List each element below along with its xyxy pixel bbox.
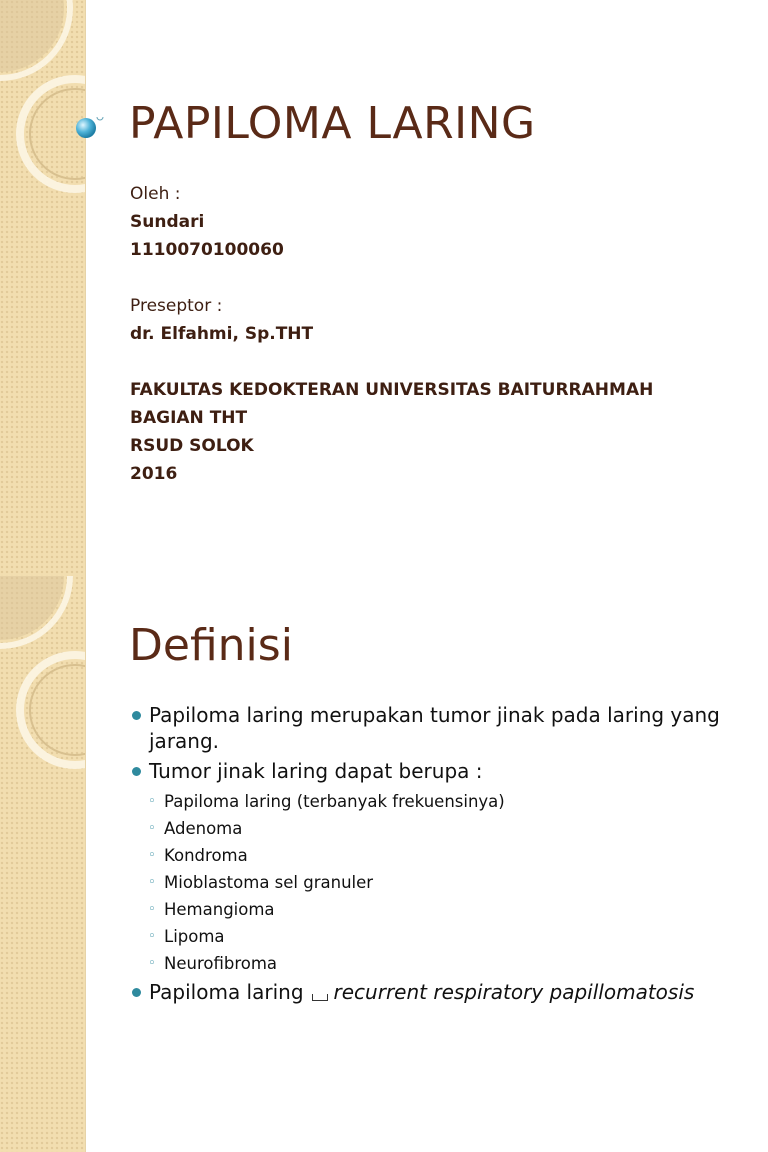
- ring-bullet-icon: ◦: [148, 821, 156, 836]
- ring-bullet-icon: ◦: [148, 929, 156, 944]
- author-id: 1110070100060: [130, 240, 284, 260]
- decorative-side-strip: [0, 0, 86, 576]
- sub-bullet-item: ◦ Kondroma: [130, 842, 750, 869]
- bullet-italic-text: recurrent respiratory papillomatosis: [333, 980, 695, 1004]
- definition-bullets: [130, 702, 750, 1009]
- preceptor-name: dr. Elfahmi, Sp.THT: [130, 324, 314, 344]
- sub-bullet-item: ◦ Neurofibroma: [130, 950, 750, 977]
- ring-bullet-icon: ◦: [148, 956, 156, 971]
- ring-bullet-icon: ◦: [148, 902, 156, 917]
- blue-orb-icon: [76, 117, 106, 141]
- ring-bullet-icon: ◦: [148, 875, 156, 890]
- author-info: [130, 180, 653, 488]
- decorative-side-strip: [0, 576, 86, 1152]
- bullet-item: [130, 758, 750, 784]
- ring-bullet-icon: ◦: [148, 794, 156, 809]
- bullet-text: Papiloma laring: [149, 980, 304, 1004]
- definition-slide: [0, 576, 768, 1152]
- missing-glyph-icon: [312, 994, 328, 1001]
- bullet-text: Tumor jinak laring dapat berupa :: [149, 759, 483, 783]
- year: 2016: [130, 464, 178, 484]
- decorative-circles: [0, 0, 85, 576]
- sub-bullet-item: ◦ Mioblastoma sel granuler: [130, 869, 750, 896]
- hospital-name: RSUD SOLOK: [130, 436, 254, 456]
- ring-bullet-icon: ◦: [148, 848, 156, 863]
- by-label: Oleh :: [130, 184, 181, 204]
- bullet-item: [130, 979, 750, 1005]
- sub-bullet-item: ◦ Lipoma: [130, 923, 750, 950]
- faculty-name: FAKULTAS KEDOKTERAN UNIVERSITAS BAITURRAHMAH: [130, 380, 654, 400]
- author-name: Sundari: [130, 212, 205, 232]
- department-name: BAGIAN THT: [130, 408, 248, 428]
- preceptor-label: Preseptor :: [130, 296, 223, 316]
- sub-bullet-item: ◦ Papiloma laring (terbanyak frekuensinya): [130, 788, 750, 815]
- bullet-dot-icon: [132, 767, 141, 776]
- bullet-dot-icon: [132, 988, 141, 997]
- sub-bullet-item: ◦ Adenoma: [130, 815, 750, 842]
- decorative-circles: [0, 576, 85, 1152]
- bullet-item: [130, 702, 750, 754]
- bullet-dot-icon: [132, 711, 141, 720]
- sub-bullet-item: ◦ Hemangioma: [130, 896, 750, 923]
- page-title: PAPILOMA LARING: [129, 98, 536, 149]
- bullet-text: Papiloma laring merupakan tumor jinak pada laring yang jarang.: [149, 703, 720, 753]
- section-title: Definisi: [129, 620, 293, 671]
